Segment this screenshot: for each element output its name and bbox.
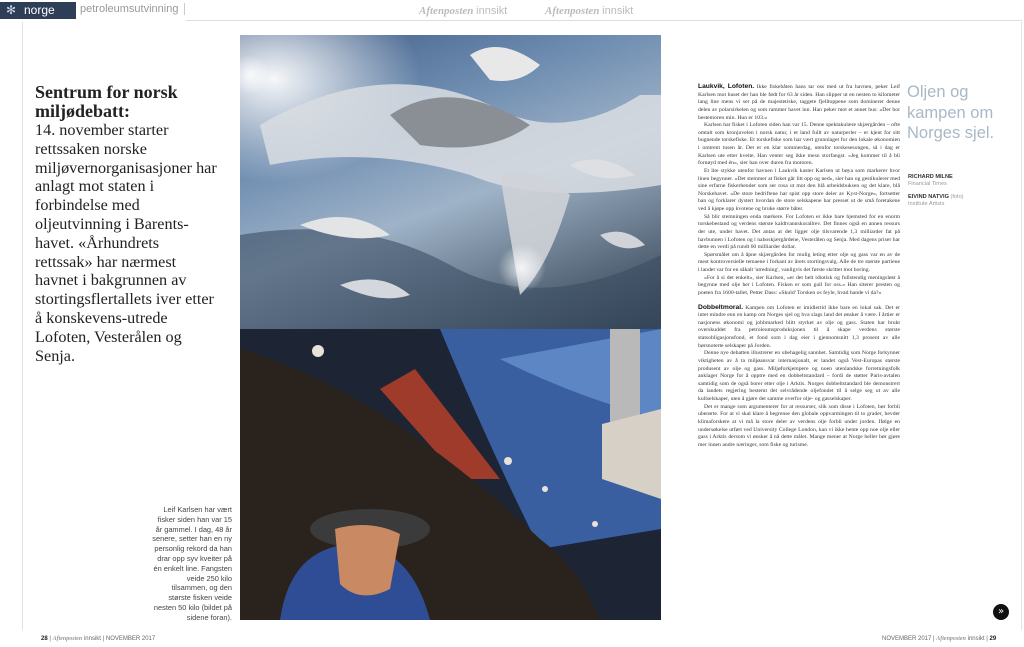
section-label[interactable] [0, 2, 76, 19]
subheading: Dobbeltmoral. [698, 303, 743, 311]
headline-bold: Sentrum for norsk miljødebatt: [35, 82, 178, 121]
dateline: Laukvik, Lofoten. [698, 83, 755, 90]
article-paragraph: «For å si det enkelt», sier Karlsen, «er det helt idiotisk og fullstendig meningsløst å begynne med olje her i Lofoten. Fisken er som gull for oss.» Han siterer presten og poeten fra 1600-tallet, Petter Dass: «Skuld' Torsken os feyle, hvad hande vi da?» [698, 274, 900, 296]
byline-name: RICHARD MILNE [908, 174, 953, 180]
section-name: norge [24, 3, 55, 17]
byline-name: EIVIND NATVIG [908, 194, 949, 200]
page-number: 29 [989, 636, 997, 642]
fisherman-illustration [240, 329, 661, 620]
byline-photographer [908, 194, 964, 208]
footer-date: NOVEMBER 2017 [882, 636, 932, 642]
headline-block [35, 83, 220, 365]
article-paragraph: Spørsmålet om å åpne skjærgården for mulig leting etter olje og gass var en av de mest kontroversielle temaene i forkant av årets stortingsvalg. Alle de tre største partiene i landet var for en såkalt 'utredning', vanligvis det første skrittet mot boring. [698, 251, 900, 273]
logo-brand: Aftenposten [419, 5, 474, 17]
article-paragraph: Karlsen har fisket i Lofoten siden han var 15. Denne spektakulære skjærgården – ofte omtalt som kronjuvelen i norsk natur, i et land fullt av naturperler – er kjent for sitt bugnende torskefiske. Et torskefiske som har vært grunnlaget for den lokale økonomien i omtrent tusen år. Det er en klar sommerdag, utenfor torskesesongen, så i dag er Karlsen ute etter kveite. Han venter seg ikke mesn storfangst. «Jeg kommer til å bli fornøyd med én», sier han over duren fra motoren. [698, 122, 900, 167]
headline-text: 14. november starter rettssaken norske miljøvernorganisasjoner har anlagt mot staten i forbindelse med oljeutvinning i Barents-havet. «Århundrets rettssak» har nærmest havnet i bakgrunnen av stortingsflertallets iver etter å konskevens-utrede Lofoten, Vesterålen og Senja. [35, 121, 217, 365]
article-paragraph [698, 83, 900, 122]
logo-brand: Aftenposten [545, 5, 600, 17]
logo-tag: innsikt [602, 5, 634, 17]
subsection-label: petroleumsutvinning [80, 3, 185, 15]
photo-seagulls [240, 35, 661, 329]
masthead-logo-right [545, 5, 633, 17]
byline-org: Financial Times [908, 181, 947, 187]
byline-extra: (foto) [950, 194, 964, 200]
page-number: 28 [41, 636, 48, 642]
footer-brand: Aftenposten [936, 636, 966, 642]
article-paragraph: Et lite stykke utenfor havnen i Laukvik kaster Karlsen ut bøya som markerer hvor linen begynner. «Det stemmer at fisket går litt opp og ned», sier han og gestikulerer med sine erfarne fiskerhender som ser rosa ut mot den blå arbeidsbuksen og det klare, blå Norskehavet. «De store bedriftene har spist opp store deler av Kyst-Norge», fortsetter han og forklarer dystert hvordan de store selskapene har presset ut de små foretakene ved å kjøpe opp kvotene og bruke større båter. [698, 167, 900, 212]
pull-quote: Oljen og kampen om Norges sjel. [907, 83, 995, 142]
logo-tag: innsikt [476, 5, 508, 17]
article-paragraph: Så blir stemningen enda mørkere. For Lofoten er ikke bare hjemsted for en enorm torskebestand og verdens største kaldtvannskorallrev. Det finnes også en annen ressurs der ute, under havet. Det antas at det ligger olje tilsvarende 1,3 milliarder fat på havbunnen i Lofoten og i naboskjærgårdene, Vesterålen og Senja. Med dagens priser har dette en verdi på rundt 60 milliarder dollar. [698, 213, 900, 251]
article-body [698, 83, 900, 449]
footer-right: NOVEMBER 2017 | Aftenposten innsikt | 29 [882, 636, 997, 642]
footer-tag: innsikt [967, 636, 985, 642]
byline-org: Institute Artists [908, 201, 945, 207]
seagulls-illustration [240, 35, 661, 329]
paragraph-text: Ikke fiskebåten hans tar oss med ut fra havnen, peker Leif Karlsen mot huset der han ble født for 63 år siden. Han slipper ut en nesten to kilometer lang line mens vi ser på de majestetiske, taggete fjelltoppene som dominerer denne delen av polarsirkelen og som rammer havet inn. Han peker mot et annet hus: «Der bor bestemoren min. Hun er 103.» [698, 84, 901, 121]
article-paragraph: Denne nye debatten illustrerer en ubehagelig sannhet. Samtidig som Norge forkynner viktigheten av å ta miljøansvar internasjonalt, er landet også Vest-Europas største produsent av olje og gass. Miljøforkjempere og noen utenlandske forretningsfolk anklager Norge for å opptre med en dobbeltstandard – fordi de støtter Paris-avtalen samtidig som de også borer etter olje i Arktis. Norges dobbeltstandard ble demonstrert da landets regjering bestemt det selvrådende oljefondet til å selge seg ut av alle kullselskaper, uten å gjøre det samme overfor olje- og gasselskaper. [698, 350, 900, 402]
snowflake-icon: ✻ [6, 3, 17, 17]
photo-caption: Leif Karlsen har vært fisker siden han var 15 år gammel. I dag, 48 år senere, setter han en ny personlig rekord da han drar opp syv kveiter på én enkelt line. Fangsten veide 250 kilo tilsammen, og den største fisken veide nesten 50 kilo (bildet på sidene foran). [152, 505, 232, 622]
photo-fisherman [240, 329, 661, 620]
double-chevron-right-icon[interactable]: » [993, 604, 1009, 620]
footer-brand: Aftenposten [52, 636, 83, 642]
right-page-edge [1021, 22, 1022, 630]
footer-tag: innsikt [83, 636, 101, 642]
top-bar [0, 0, 1024, 22]
footer-date: NOVEMBER 2017 [105, 636, 156, 642]
byline-author [908, 174, 953, 188]
masthead-logo-left [419, 5, 507, 17]
article-paragraph: Det er mange som argumenterer for at ressurser, slik som disse i Lofoten, bør forbli uberørte. For at vi skal klare å begrense den globale oppvarmingen til to grader, hevder klimaforskere at vi må la store deler av verdens olje forbli under jorden. Ifølge en undersøkelse utført ved University College London, kan vi ikke hente opp noe olje eller gass i Arktis dersom vi ønsker å nå dette målet. Mange mener at Norge heller bør gjøre mer innen andre næringer, som fiske og turisme. [698, 403, 900, 448]
article-paragraph [698, 304, 900, 351]
header-rule [186, 20, 1022, 21]
footer-left: 28 | Aftenposten innsikt | NOVEMBER 2017 [41, 636, 156, 642]
left-page-edge [22, 22, 23, 630]
paragraph-text: Kampen om Lofoten er imidlertid ikke bare en lokal sak. Det er intet mindre enn en kamp om Norges sjel og hva slags land det ønsker å være. I årtier er nasjonens økonomi og jobbmarked blitt styrket av olje og gass. Staten har brukt overskuddet fra petroleumsproduksjonen til å skape verdens største statsobligasjonsfond, et fond som i dag eier i gjennomsnitt 1,3 prosent av alle børsnoterte selskaper på Jorden. [698, 304, 901, 349]
